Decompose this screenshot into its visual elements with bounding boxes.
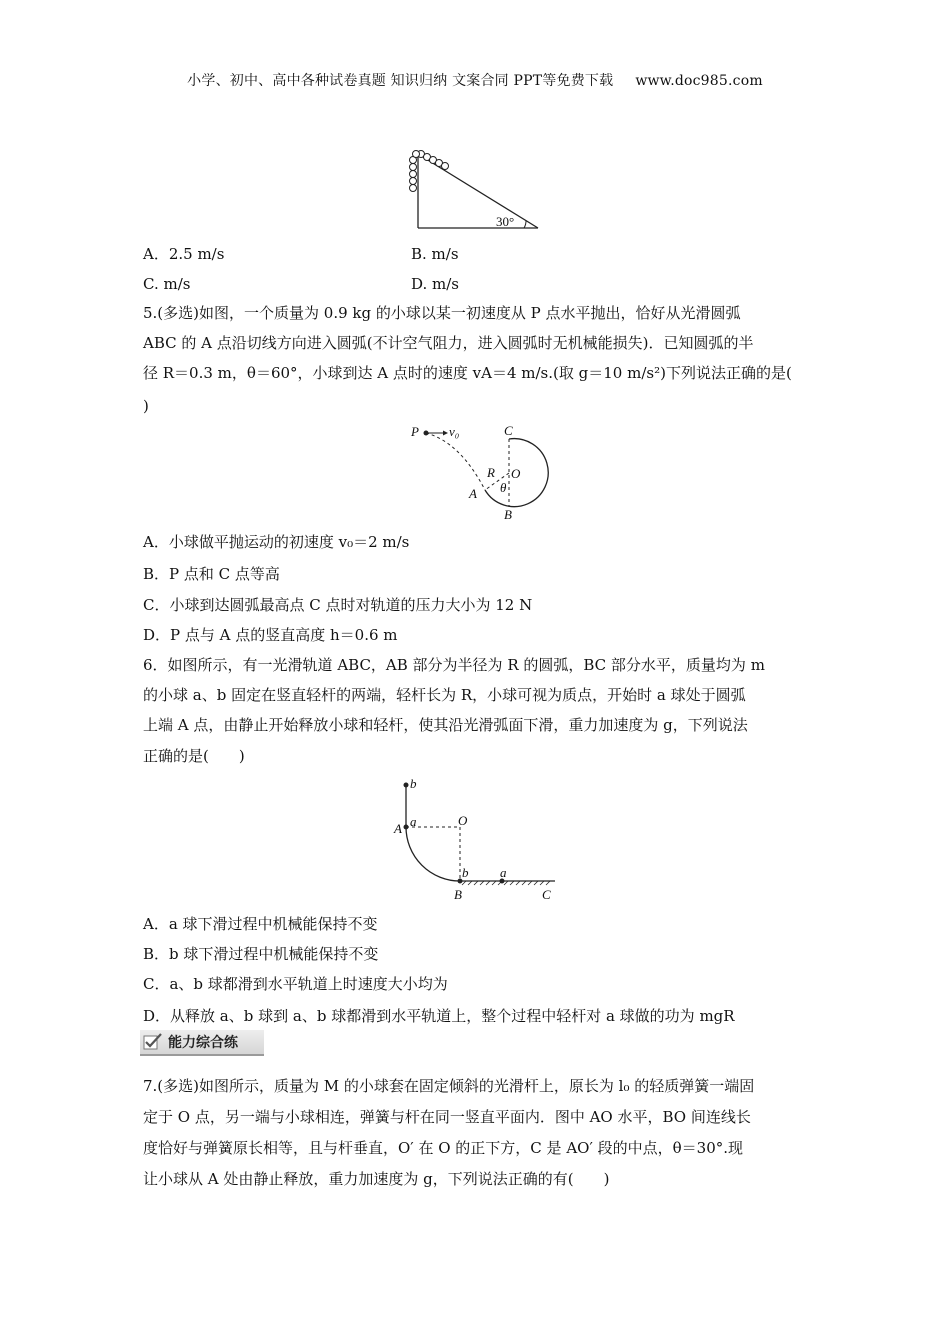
q5-line-4: ) <box>143 397 149 415</box>
label-b-bottom: b <box>462 865 469 880</box>
label-a-bottom: a <box>500 865 507 880</box>
q6-option-b: B．b 球下滑过程中机械能保持不变 <box>143 945 379 963</box>
q6-line-2: 的小球 a、b 固定在竖直轻杆的两端，轻杆长为 R，小球可视为质点，开始时 a 球处于圆弧 <box>143 686 746 704</box>
q5-option-c: C．小球到达圆弧最高点 C 点时对轨道的压力大小为 12 N <box>143 596 533 614</box>
label-c-point: C <box>542 887 551 902</box>
q6-line-1: 6．如图所示，有一光滑轨道 ABC，AB 部分为半径为 R 的圆弧，BC 部分水平，质量均为 m <box>143 656 765 674</box>
q6-option-d: D．从释放 a、b 球到 a、b 球都滑到水平轨道上，整个过程中轻杆对 a 球做的功为 mgR <box>143 1007 735 1025</box>
label-theta: θ <box>500 480 507 495</box>
header-left: 小学、初中、高中各种试卷真题 知识归纳 文案合同 PPT等免费下载 <box>187 73 614 89</box>
label-v0: v₀ <box>449 424 460 439</box>
q4-option-b: B. m/s <box>411 245 459 263</box>
q6-line-4: 正确的是( ) <box>143 747 245 765</box>
q5-option-a: A．小球做平抛运动的初速度 v₀＝2 m/s <box>143 533 410 551</box>
q4-option-d: D. m/s <box>411 275 460 293</box>
label-a-top: a <box>410 814 417 829</box>
label-o: O <box>511 466 521 481</box>
page-header <box>0 70 950 90</box>
label-b-top: b <box>410 776 417 791</box>
incline-figure <box>400 148 550 233</box>
label-b-point: B <box>454 887 462 902</box>
q7-line-3: 度恰好与弹簧原长相等，且与杆垂直，O′ 在 O 的正下方，C 是 AO′ 段的中点，θ＝30°.现 <box>143 1139 744 1157</box>
label-c: C <box>504 423 513 438</box>
label-o-point: O <box>458 813 468 828</box>
label-a-point: A <box>394 821 402 836</box>
arc-figure <box>405 422 585 522</box>
q5-line-1: 5.(多选)如图，一个质量为 0.9 kg 的小球以某一初速度从 P 点水平抛出，恰好从光滑圆弧 <box>143 304 741 322</box>
q7-line-2: 定于 O 点，另一端与小球相连，弹簧与杆在同一竖直平面内．图中 AO 水平，BO 间连线长 <box>143 1108 751 1126</box>
section-banner <box>140 1030 264 1056</box>
q7-line-1: 7.(多选)如图所示，质量为 M 的小球套在固定倾斜的光滑杆上，原长为 l₀ 的轻质弹簧一端固 <box>143 1077 755 1095</box>
check-icon <box>143 1033 163 1051</box>
q4-option-a: A．2.5 m/s <box>143 245 225 263</box>
angle-label: 30° <box>496 214 515 229</box>
section-title: 能力综合练 <box>168 1035 238 1051</box>
q5-option-d: D．P 点与 A 点的竖直高度 h＝0.6 m <box>143 626 398 644</box>
q5-line-3: 径 R＝0.3 m，θ＝60°，小球到达 A 点时的速度 vA＝4 m/s.(取 g＝10 m/s²)下列说法正确的是( <box>143 364 792 382</box>
label-b: B <box>504 507 512 522</box>
q5-line-2: ABC 的 A 点沿切线方向进入圆弧(不计空气阻力，进入圆弧时无机械能损失)．已知圆弧的半 <box>143 334 754 352</box>
label-p: P <box>411 424 419 439</box>
header-url: www.doc985.com <box>635 73 763 89</box>
label-a: A <box>469 486 477 501</box>
q6-option-a: A．a 球下滑过程中机械能保持不变 <box>143 915 378 933</box>
label-r: R <box>487 465 495 480</box>
q5-option-b: B．P 点和 C 点等高 <box>143 565 280 583</box>
track-figure <box>390 775 565 905</box>
q7-line-4: 让小球从 A 处由静止释放，重力加速度为 g，下列说法正确的有( ) <box>143 1170 610 1188</box>
q4-option-c: C. m/s <box>143 275 191 293</box>
q6-line-3: 上端 A 点，由静止开始释放小球和轻杆，使其沿光滑弧面下滑，重力加速度为 g，下列说法 <box>143 716 748 734</box>
q6-option-c: C．a、b 球都滑到水平轨道上时速度大小均为 <box>143 975 448 993</box>
